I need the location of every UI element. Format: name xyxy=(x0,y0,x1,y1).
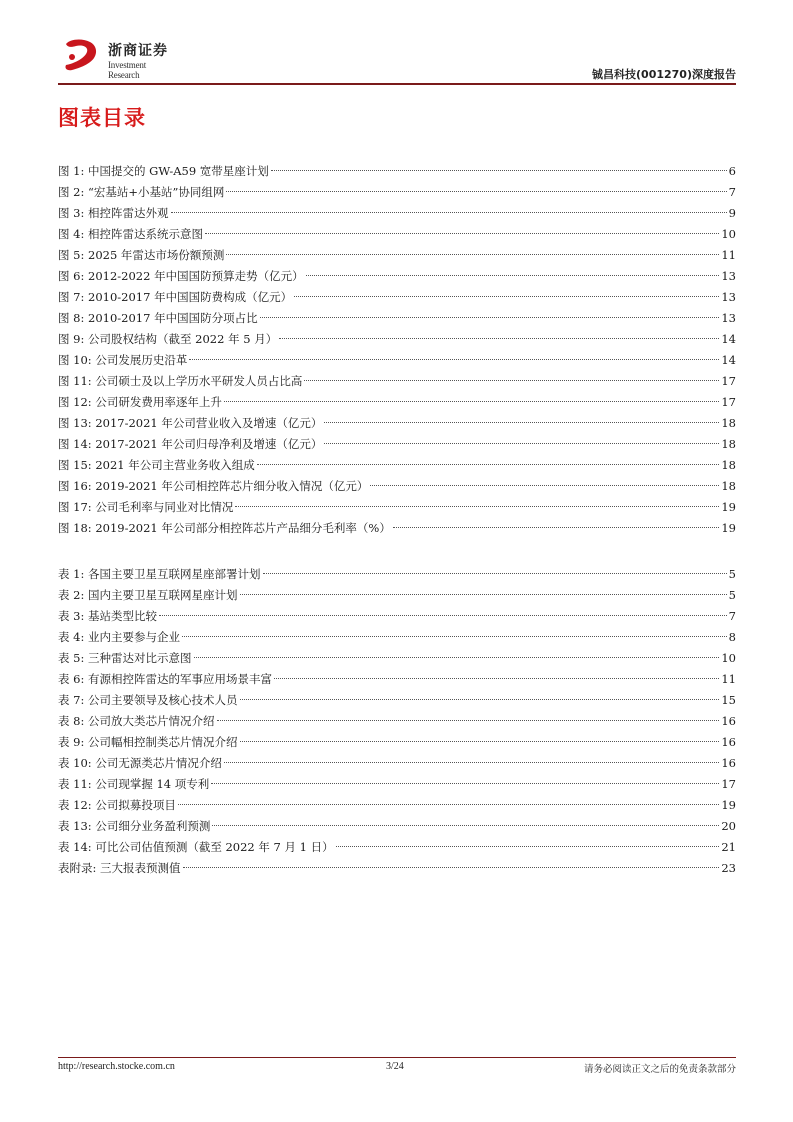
dot-leader xyxy=(279,338,719,339)
dot-leader xyxy=(324,422,719,423)
toc-entry-label: 表 3: 基站类型比较 xyxy=(58,609,158,623)
toc-entry-label: 表 12: 公司拟募投项目 xyxy=(58,798,176,812)
toc-entry[interactable] xyxy=(58,434,736,455)
toc-entry[interactable] xyxy=(58,245,736,266)
toc-entry[interactable] xyxy=(58,518,736,539)
dot-leader xyxy=(183,867,720,868)
toc-entry[interactable] xyxy=(58,455,736,476)
dot-leader xyxy=(304,380,719,381)
toc-entry-label: 图 1: 中国提交的 GW-A59 宽带星座计划 xyxy=(58,164,269,178)
toc-entry[interactable] xyxy=(58,858,736,879)
toc-entry-page: 15 xyxy=(721,693,736,707)
toc-entry[interactable] xyxy=(58,203,736,224)
toc-entry-label: 图 7: 2010-2017 年中国国防费构成（亿元） xyxy=(58,290,293,304)
toc-entry-label: 图 12: 公司研发费用率逐年上升 xyxy=(58,395,222,409)
dot-leader xyxy=(211,783,719,784)
toc-entry-page: 19 xyxy=(721,521,736,535)
toc-entry-label: 图 5: 2025 年雷达市场份额预测 xyxy=(58,248,225,262)
toc-entry-label: 图 15: 2021 年公司主营业务收入组成 xyxy=(58,458,255,472)
toc-entry-page: 16 xyxy=(721,714,736,728)
toc-entry[interactable] xyxy=(58,182,736,203)
dot-leader xyxy=(205,233,719,234)
toc-entry[interactable] xyxy=(58,497,736,518)
toc-entry-page: 16 xyxy=(721,735,736,749)
toc-entry[interactable] xyxy=(58,753,736,774)
toc-entry-label: 图 8: 2010-2017 年中国国防分项占比 xyxy=(58,311,258,325)
toc-entry[interactable] xyxy=(58,224,736,245)
toc-entry-label: 图 2: “宏基站+小基站”协同组网 xyxy=(58,185,225,199)
toc-entry-page: 7 xyxy=(728,185,736,199)
toc-entry[interactable] xyxy=(58,413,736,434)
toc-entry-label: 表附录: 三大报表预测值 xyxy=(58,861,181,875)
toc-entry-page: 5 xyxy=(728,567,736,581)
dot-leader xyxy=(306,275,720,276)
dot-leader xyxy=(240,741,720,742)
toc-entry-page: 17 xyxy=(721,777,736,791)
figure-list xyxy=(58,161,736,539)
dot-leader xyxy=(263,573,727,574)
toc-entry[interactable] xyxy=(58,564,736,585)
toc-entry-page: 6 xyxy=(728,164,736,178)
dot-leader xyxy=(224,762,720,763)
toc-entry[interactable] xyxy=(58,648,736,669)
dot-leader xyxy=(189,359,719,360)
toc-entry[interactable] xyxy=(58,308,736,329)
toc-entry[interactable] xyxy=(58,606,736,627)
dot-leader xyxy=(226,254,719,255)
toc-entry[interactable] xyxy=(58,816,736,837)
toc-entry-label: 表 11: 公司现掌握 14 项专利 xyxy=(58,777,210,791)
toc-entry[interactable] xyxy=(58,795,736,816)
logo-english-name: Investment Research xyxy=(108,60,146,80)
page-header xyxy=(58,36,736,84)
report-title: 铖昌科技(001270)深度报告 xyxy=(592,68,736,81)
toc-entry[interactable] xyxy=(58,392,736,413)
dot-leader xyxy=(274,678,719,679)
toc-entry-label: 图 18: 2019-2021 年公司部分相控阵芯片产品细分毛利率（%） xyxy=(58,521,391,535)
footer-disclaimer: 请务必阅读正文之后的免责条款部分 xyxy=(583,1064,736,1075)
toc-entry-page: 9 xyxy=(728,206,736,220)
dot-leader xyxy=(182,636,727,637)
toc-entry[interactable] xyxy=(58,669,736,690)
toc-entry[interactable] xyxy=(58,774,736,795)
toc-entry-label: 表 14: 可比公司估值预测（截至 2022 年 7 月 1 日） xyxy=(58,840,334,854)
dot-leader xyxy=(235,506,719,507)
dot-leader xyxy=(212,825,719,826)
toc-entry-label: 图 11: 公司硕士及以上学历水平研发人员占比高 xyxy=(58,374,303,388)
footer-url[interactable]: http://research.stocke.com.cn xyxy=(58,1061,175,1072)
toc-entry-label: 图 3: 相控阵雷达外观 xyxy=(58,206,169,220)
toc-entry-page: 18 xyxy=(721,479,736,493)
toc-entry-label: 表 5: 三种雷达对比示意图 xyxy=(58,651,192,665)
toc-entry-page: 8 xyxy=(728,630,736,644)
toc-entry-label: 图 6: 2012-2022 年中国国防预算走势（亿元） xyxy=(58,269,304,283)
toc-entry-label: 图 10: 公司发展历史沿革 xyxy=(58,353,188,367)
toc-entry[interactable] xyxy=(58,476,736,497)
toc-entry[interactable] xyxy=(58,329,736,350)
toc-entry-page: 5 xyxy=(728,588,736,602)
toc-entry[interactable] xyxy=(58,585,736,606)
toc-entry-page: 10 xyxy=(721,227,736,241)
toc-entry-page: 13 xyxy=(721,290,736,304)
toc-entry-page: 19 xyxy=(721,500,736,514)
toc-entry-page: 20 xyxy=(721,819,736,833)
toc-entry-page: 10 xyxy=(721,651,736,665)
dot-leader xyxy=(240,699,720,700)
toc-entry[interactable] xyxy=(58,266,736,287)
toc-entry[interactable] xyxy=(58,627,736,648)
toc-entry[interactable] xyxy=(58,371,736,392)
toc-entry-page: 17 xyxy=(721,374,736,388)
toc-entry-label: 表 2: 国内主要卫星互联网星座计划 xyxy=(58,588,238,602)
toc-entry-page: 18 xyxy=(721,416,736,430)
toc-entry[interactable] xyxy=(58,690,736,711)
toc-entry-page: 11 xyxy=(721,672,736,686)
dot-leader xyxy=(178,804,720,805)
dot-leader xyxy=(240,594,727,595)
toc-entry[interactable] xyxy=(58,161,736,182)
dot-leader xyxy=(324,443,719,444)
dot-leader xyxy=(336,846,720,847)
table-list xyxy=(58,564,736,879)
page-title: 图表目录 xyxy=(58,106,146,130)
dot-leader xyxy=(393,527,720,528)
toc-entry[interactable] xyxy=(58,732,736,753)
toc-entry-label: 图 17: 公司毛利率与同业对比情况 xyxy=(58,500,234,514)
toc-entry[interactable] xyxy=(58,837,736,858)
toc-entry-page: 13 xyxy=(721,269,736,283)
toc-entry-label: 表 6: 有源相控阵雷达的军事应用场景丰富 xyxy=(58,672,273,686)
toc-entry-page: 7 xyxy=(728,609,736,623)
toc-entry[interactable] xyxy=(58,711,736,732)
toc-entry-label: 表 1: 各国主要卫星互联网星座部署计划 xyxy=(58,567,261,581)
toc-entry-label: 表 13: 公司细分业务盈利预测 xyxy=(58,819,211,833)
dot-leader xyxy=(159,615,727,616)
toc-entry-page: 21 xyxy=(721,840,736,854)
toc-entry-label: 表 4: 业内主要参与企业 xyxy=(58,630,181,644)
toc-entry-label: 表 10: 公司无源类芯片情况介绍 xyxy=(58,756,222,770)
toc-entry-label: 表 7: 公司主要领导及核心技术人员 xyxy=(58,693,238,707)
toc-entry-label: 图 13: 2017-2021 年公司营业收入及增速（亿元） xyxy=(58,416,323,430)
logo-chinese-name: 浙商证券 xyxy=(108,43,168,59)
dot-leader xyxy=(194,657,720,658)
logo-mark-icon xyxy=(60,38,100,74)
toc-entry-label: 表 9: 公司幅相控制类芯片情况介绍 xyxy=(58,735,238,749)
toc-entry-label: 表 8: 公司放大类芯片情况介绍 xyxy=(58,714,215,728)
dot-leader xyxy=(224,401,720,402)
dot-leader xyxy=(271,170,727,171)
toc-entry-page: 16 xyxy=(721,756,736,770)
footer-divider xyxy=(58,1057,736,1058)
dot-leader xyxy=(171,212,727,213)
dot-leader xyxy=(226,191,726,192)
toc-entry-page: 17 xyxy=(721,395,736,409)
dot-leader xyxy=(370,485,719,486)
header-divider xyxy=(58,83,736,85)
toc-entry-label: 图 14: 2017-2021 年公司归母净利及增速（亿元） xyxy=(58,437,323,451)
toc-entry-page: 18 xyxy=(721,458,736,472)
toc-entry-label: 图 9: 公司股权结构（截至 2022 年 5 月） xyxy=(58,332,278,346)
toc-entry-page: 19 xyxy=(721,798,736,812)
dot-leader xyxy=(217,720,720,721)
page-number: 3/24 xyxy=(386,1061,404,1072)
toc-entry[interactable] xyxy=(58,350,736,371)
toc-entry[interactable] xyxy=(58,287,736,308)
toc-entry-page: 13 xyxy=(721,311,736,325)
toc-entry-label: 图 16: 2019-2021 年公司相控阵芯片细分收入情况（亿元） xyxy=(58,479,369,493)
dot-leader xyxy=(260,317,720,318)
toc-entry-page: 18 xyxy=(721,437,736,451)
toc-entry-page: 14 xyxy=(721,353,736,367)
dot-leader xyxy=(294,296,719,297)
toc-entry-page: 14 xyxy=(721,332,736,346)
dot-leader xyxy=(257,464,720,465)
toc-entry-page: 23 xyxy=(721,861,736,875)
toc-entry-label: 图 4: 相控阵雷达系统示意图 xyxy=(58,227,204,241)
toc-entry-page: 11 xyxy=(721,248,736,262)
company-logo xyxy=(58,36,178,80)
